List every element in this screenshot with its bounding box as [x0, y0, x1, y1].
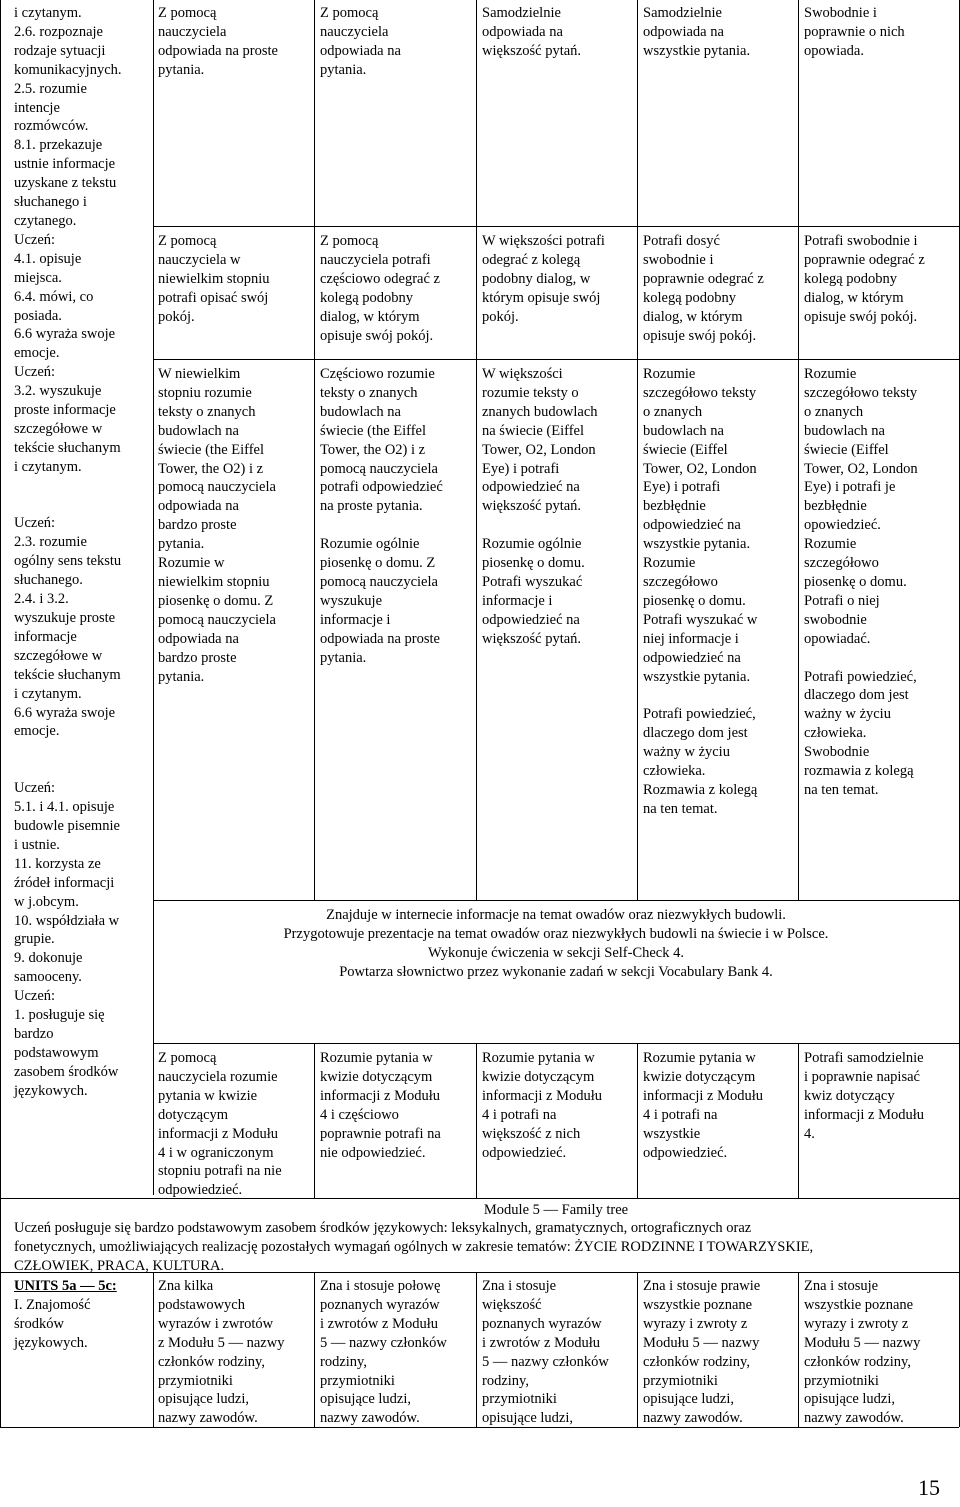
grade6-quiz: Potrafi samodzielnie i poprawnie napisać kwiz dotyczący informacji z Modułu 4. — [804, 1050, 925, 1142]
col-border-1c — [153, 1272, 154, 1427]
project-task-3: Wykonuje ćwiczenia w sekcji Self-Check 4. — [427, 945, 684, 961]
project-task-2: Przygotowuje prezentacje na temat owadów oraz niezwykłych budowli na świecie i w Polsce. — [283, 926, 829, 942]
grade3-answering: Z pomocą nauczyciela odpowiada na pytania. — [320, 5, 401, 78]
units-label — [14, 1277, 150, 1296]
grade6-reading: Rozumie szczegółowo teksty o znanych budowlach na świecie (Eiffel Tower, O2, London Eye) i potrafi je bezbłędnie opowiedzieć. Rozumie szczegółowo piosenkę o domu. Potrafi o niej swobodnie opowiadać. Potrafi powiedzieć, dlaczego dom jest ważny w życiu człowieka. Swobodnie rozmawia z kolegą na ten temat. — [804, 366, 918, 798]
page-number: 15 — [918, 1475, 940, 1500]
col-border-4c — [637, 1272, 638, 1427]
grade2-quiz: Z pomocą nauczyciela rozumie pytania w kwizie dotyczącym informacji z Modułu 4 i w ograniczonym stopniu potrafi na nie odpowiedzieć. — [158, 1050, 282, 1199]
grade4-quiz: Rozumie pytania w kwizie dotyczącym informacji z Modułu 4 i potrafi na większość z nich odpowiedzieć. — [482, 1050, 603, 1161]
grade6-vocab: Zna i stosuje wszystkie poznane wyrazy i zwroty z Modułu 5 — nazwy członków rodziny, przymiotniki opisujące ludzi, nazwy zawodów. — [804, 1278, 921, 1427]
col-border-2c — [314, 1272, 315, 1427]
units-subtitle: I. Znajomość środków językowych. — [14, 1297, 91, 1351]
grade2-dialog: Z pomocą nauczyciela w niewielkim stopniu potrafi opisać swój pokój. — [158, 233, 270, 325]
module-title: Module 5 — Family tree — [483, 1202, 629, 1218]
col-border-5 — [798, 0, 799, 900]
grade4-vocab: Zna i stosuje większość poznanych wyrazów i zwrotów z Modułu 5 — nazwy członków rodziny, przymiotniki opisujące ludzi, — [482, 1278, 609, 1427]
grade3-dialog: Z pomocą nauczyciela potrafi częściowo odegrać z kolegą podobny dialog, w którym opisuje swój pokój. — [320, 233, 440, 344]
row-border-c — [153, 900, 959, 901]
grade5-dialog: Potrafi dosyć swobodnie i poprawnie odegrać z kolegą podobny dialog, w którym opisuje swój pokój. — [643, 233, 764, 344]
grade2-reading: W niewielkim stopniu rozumie teksty o znanych budowlach na świecie (the Eiffel Tower, the O2) i z pomocą nauczyciela odpowiada na bardzo proste pytania. Rozumie w niewielkim stopniu piosenkę o domu. Z pomocą nauczyciela odpowiada na bardzo proste pytania. — [158, 366, 276, 685]
grade5-answering: Samodzielnie odpowiada na wszystkie pytania. — [643, 5, 751, 59]
grade4-answering: Samodzielnie odpowiada na większość pytań. — [482, 5, 582, 59]
grade6-answering: Swobodnie i poprawnie o nich opowiada. — [804, 5, 905, 59]
col-border-4 — [637, 0, 638, 900]
col-border-0 — [0, 0, 1, 1427]
grade4-reading: W większości rozumie teksty o znanych budowlach na świecie (Eiffel Tower, O2, London Eye) i potrafi odpowiedzieć na większość pytań. Rozumie ogólnie piosenkę o domu. Potrafi wyszukać informacje i odpowiedzieć na większość pytań. — [482, 366, 598, 647]
project-task-1: Znajduje w internecie informacje na temat owadów oraz niezwykłych budowli. — [326, 907, 786, 923]
grade4-dialog: W większości potrafi odegrać z kolegą podobny dialog, w którym opisuje swój pokój. — [482, 233, 605, 325]
grade5-reading: Rozumie szczegółowo teksty o znanych budowlach na świecie (Eiffel Tower, O2, London Eye) i potrafi bezbłędnie odpowiedzieć na wszystkie pytania. Rozumie szczegółowo piosenkę o domu. Potrafi wyszukać w niej informacje i odpowiedzieć na wszystkie pytania. Potrafi powiedzieć, dlaczego dom jest ważny w życiu człowieka. Rozmawia z kolegą na ten temat. — [643, 366, 758, 817]
grade2-answering: Z pomocą nauczyciela odpowiada na proste pytania. — [158, 5, 278, 78]
row-border-e — [0, 1198, 959, 1199]
grade2-vocab: Zna kilka podstawowych wyrazów i zwrotów z Modułu 5 — nazwy członków rodziny, przymiotniki opisujące ludzi, nazwy zawodów. — [158, 1278, 285, 1427]
col-border-2 — [314, 0, 315, 900]
grade5-vocab: Zna i stosuje prawie wszystkie poznane wyrazy i zwroty z Modułu 5 — nazwy członków rodziny, przymiotniki opisujące ludzi, nazwy zawodów. — [643, 1278, 761, 1427]
grade6-dialog: Potrafi swobodnie i poprawnie odegrać z kolegą podobny dialog, w którym opisuje swój pokój. — [804, 233, 925, 325]
col-border-5b — [798, 1043, 799, 1198]
grade3-reading: Częściowo rozumie teksty o znanych budowlach na świecie (the Eiffel Tower, the O2) i z pomocą nauczyciela potrafi odpowiedzieć na proste pytania. Rozumie ogólnie piosenkę o domu. Z pomocą nauczyciela wyszukuje informacje i odpowiada na proste pytania. — [320, 366, 443, 666]
col-border-3c — [476, 1272, 477, 1427]
row-border-a — [153, 226, 959, 227]
module-description: Uczeń posługuje się bardzo podstawowym zasobem środków językowych: leksykalnych, gramatycznych, ortograficznych oraz fonetycznych, umożliwiających realizację pozostałych wymagań ogólnych w zakresie tematów: ŻYCIE RODZINNE I TOWARZYSKIE, CZŁOWIEK, PRACA, KULTURA. — [14, 1220, 814, 1274]
col-border-5c — [798, 1272, 799, 1427]
col-border-3b — [476, 1043, 477, 1198]
row-border-b — [153, 359, 959, 360]
grade3-vocab: Zna i stosuje połowę poznanych wyrazów i zwrotów z Modułu 5 — nazwy członków rodziny, przymiotniki opisujące ludzi, nazwy zawodów. — [320, 1278, 447, 1427]
col-border-2b — [314, 1043, 315, 1198]
units-heading: UNITS 5a — 5c: — [14, 1278, 117, 1294]
col-border-3 — [476, 0, 477, 900]
project-task-4: Powtarza słownictwo przez wykonanie zadań w sekcji Vocabulary Bank 4. — [339, 964, 773, 980]
curriculum-requirements: i czytanym. 2.6. rozpoznaje rodzaje sytuacji komunikacyjnych. 2.5. rozumie intencje rozmówców. 8.1. przekazuje ustnie informacje uzyskane z tekstu słuchanego i czytanego. Uczeń: 4.1. opisuje miejsca. 6.4. mówi, co posiada. 6.6 wyraża swoje emocje. Uczeń: 3.2. wyszukuje proste informacje szczegółowe w tekście słuchanym i czytanym. Uczeń: 2.3. rozumie ogólny sens tekstu słuchanego. 2.4. i 3.2. wyszukuje proste informacje szczegółowe w tekście słuchanym i czytanym. 6.6 wyraża swoje emocje. Uczeń: 5.1. i 4.1. opisuje budowle pisemnie i ustnie. 11. korzysta ze źródeł informacji w j.obcym. 10. współdziała w grupie. 9. dokonuje samooceny. Uczeń: 1. posługuje się bardzo podstawowym zasobem środków językowych. — [14, 5, 122, 1099]
grade5-quiz: Rozumie pytania w kwizie dotyczącym informacji z Modułu 4 i potrafi na wszystkie odpowiedzieć. — [643, 1050, 764, 1161]
col-border-4b — [637, 1043, 638, 1198]
grade3-quiz: Rozumie pytania w kwizie dotyczącym informacji z Modułu 4 i częściowo poprawnie potrafi na nie odpowiedzieć. — [320, 1050, 441, 1161]
row-border-d — [153, 1043, 959, 1044]
col-border-1 — [153, 0, 154, 1195]
